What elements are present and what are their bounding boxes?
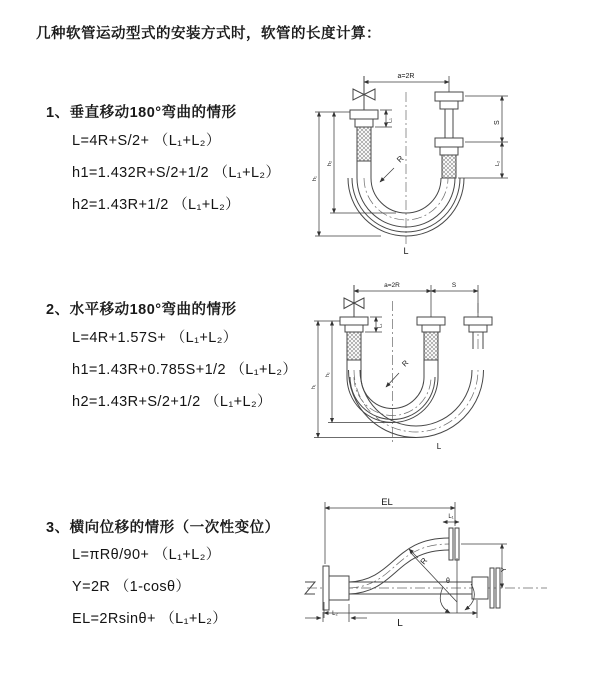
diagram-3-lateral-offset xyxy=(297,492,589,657)
formula-line: L=4R+S/2+ （L₁+L₂） xyxy=(72,133,221,149)
radius-leader xyxy=(380,168,394,182)
dim-label-s: S xyxy=(451,282,457,289)
radius-label: R xyxy=(400,358,411,369)
dim-label-l2: L₂ xyxy=(332,611,338,617)
theta-arrow xyxy=(440,587,450,613)
right-upper-flange xyxy=(449,528,459,560)
dim-label-s: S xyxy=(494,120,501,125)
dim-label-h2: h₂ xyxy=(325,372,331,377)
dim-label-el: EL xyxy=(381,497,393,508)
theta-label: θ xyxy=(446,578,450,585)
hose-arcs-displaced xyxy=(349,370,484,438)
braided-hose xyxy=(424,332,438,360)
section-2-heading: 2、水平移动180°弯曲的情形 xyxy=(46,302,237,318)
length-label: L xyxy=(397,618,403,629)
braided-hose xyxy=(347,332,361,360)
dim-label-h2: h₂ xyxy=(327,160,333,166)
right-lower-flange xyxy=(472,568,500,608)
formula-line: Y=2R （1-cosθ） xyxy=(72,579,191,595)
formula-line: L=4R+1.57S+ （L₁+L₂） xyxy=(72,330,238,346)
formula-line: h1=1.432R+S/2+1/2 （L₁+L₂） xyxy=(72,165,281,181)
braided-hose xyxy=(442,155,456,178)
formula-line: L=πRθ/90+ （L₁+L₂） xyxy=(72,547,221,563)
right-flange-upper xyxy=(435,92,463,109)
section-3-heading: 3、横向位移的情形（一次性变位） xyxy=(46,520,280,536)
dim-label-h1: h₁ xyxy=(312,176,318,181)
left-flange xyxy=(350,110,378,127)
formula-line: h2=1.43R+S/2+1/2 （L₁+L₂） xyxy=(72,394,272,410)
braided-hose xyxy=(357,127,371,161)
length-label: L xyxy=(436,442,442,451)
hose-s-curve xyxy=(349,538,449,594)
diagram-1-vertical-180-bend xyxy=(306,66,568,262)
dim-label-y: Y xyxy=(501,567,508,572)
radius-label: R xyxy=(395,153,406,165)
dim-label-l1: L₁ xyxy=(377,323,384,328)
right-flange xyxy=(464,317,492,332)
dim-label-l1: L₁ xyxy=(448,514,454,520)
middle-flange xyxy=(417,317,445,332)
dim-label-l2: L₂ xyxy=(495,160,501,166)
dim-label-l1: L₁ xyxy=(387,118,394,123)
length-label: L xyxy=(403,246,409,256)
right-flange-lower xyxy=(435,138,463,155)
formula-line: h1=1.43R+0.785S+1/2 （L₁+L₂） xyxy=(72,362,298,378)
dim-label-a2r: a=2R xyxy=(397,73,415,80)
dim-label-a2r: a=2R xyxy=(384,282,400,289)
radius-label: R xyxy=(418,556,430,567)
left-flange xyxy=(323,566,349,610)
dim-label-h1: h₁ xyxy=(311,384,317,389)
formula-line: h2=1.43R+1/2 （L₁+L₂） xyxy=(72,197,241,213)
left-flange xyxy=(340,317,368,332)
page-title: 几种软管运动型式的安装方式时，软管的长度计算： xyxy=(36,26,381,42)
formula-line: EL=2Rsinθ+ （L₁+L₂） xyxy=(72,611,228,627)
valve-icon xyxy=(344,285,364,317)
valve-icon xyxy=(353,76,375,110)
section-1-heading: 1、垂直移动180°弯曲的情形 xyxy=(46,105,237,121)
diagram-2-horizontal-180-bend xyxy=(306,277,578,459)
